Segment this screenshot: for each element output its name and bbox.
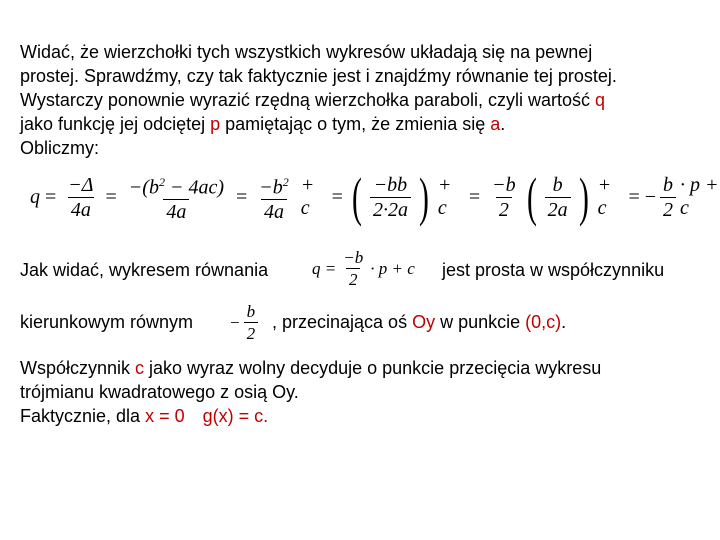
conclusion-line-1b: jako wyraz wolny decyduje o punkcie przecięcia wykresu [144, 358, 602, 378]
frac-delta [65, 174, 96, 221]
conclusion-line-3 [20, 404, 700, 428]
line-eq-frac-num: −b [343, 248, 364, 267]
frac-b-squared-num [256, 171, 292, 200]
line3-mid2: w punkcie [435, 312, 526, 332]
intro-line-4 [20, 112, 700, 136]
line-eq-frac [340, 248, 366, 289]
frac-minus-b-over-2-num: −b [492, 173, 516, 196]
eq-p-plus-c: · p + c [680, 174, 719, 219]
eq-sign-2: = [105, 185, 117, 208]
frac-discriminant [126, 171, 227, 224]
axis-oy: Oy [412, 312, 436, 332]
slope-fraction [230, 302, 262, 343]
intro-line-4-end: . [500, 114, 506, 134]
var-q: q [595, 90, 606, 110]
line3-before: kierunkowym równym [20, 312, 194, 332]
paren-close-2: ) [578, 167, 589, 227]
main-equation [30, 167, 720, 227]
conclusion-line-3a: Faktycznie, dla [20, 406, 146, 426]
frac-discriminant-num-sup: 2 [158, 174, 165, 189]
g-of-x-equals-c: g(x) = c [202, 406, 264, 426]
frac-minus-b-over-2-den: 2 [496, 197, 512, 221]
frac-b-over-2a-num: b [552, 173, 563, 196]
eq-sign-1: = [45, 185, 57, 208]
line3-mid: , przecinająca oś [272, 312, 413, 332]
frac-b-squared [256, 171, 292, 224]
intro-line-3-text: Wystarczy ponownie wyrazić rzędną wierzchołka paraboli, czyli wartość [20, 90, 596, 110]
frac-discriminant-num-a: −(b [128, 176, 159, 199]
line2-after: jest prosta w współczynniku [442, 260, 665, 280]
conclusion-line-1 [20, 356, 700, 380]
frac-b-over-2-num: b [663, 173, 674, 196]
var-a: a [490, 114, 501, 134]
slope-frac [244, 302, 259, 343]
intro-line-3 [20, 88, 700, 112]
paren-open-1: ( [351, 167, 362, 227]
x-equals-zero: x = 0 [145, 406, 185, 426]
eq-sign-4: = [331, 185, 343, 208]
frac-b-over-2a-den: 2a [545, 197, 571, 221]
eq-sign-6: = [628, 185, 640, 208]
frac-delta-num: −Δ [68, 173, 94, 196]
line-eq-q: q = [312, 258, 337, 278]
eq-plus-c-3: + c [597, 174, 612, 219]
frac-delta-den: 4a [68, 197, 94, 221]
var-c: c [135, 358, 145, 378]
eq-plus-c-1: + c [300, 174, 315, 219]
slope-frac-num: b [246, 302, 256, 321]
frac-bb-den: 2·2a [370, 197, 411, 221]
var-p: p [210, 114, 221, 134]
frac-minus-b-over-2 [489, 174, 519, 221]
intro-line-2: prostej. Sprawdźmy, czy tak faktycznie jest i znajdźmy równanie tej prostej. [20, 66, 617, 86]
conclusion-line-1a: Współczynnik [20, 358, 136, 378]
slope-frac-den: 2 [244, 322, 259, 343]
frac-bb [370, 174, 411, 221]
conclusion-end: . [263, 406, 269, 426]
intro-line-1: Widać, że wierzchołki tych wszystkich wykresów układają się na pewnej [20, 42, 593, 62]
frac-b-over-2 [660, 174, 676, 221]
eq-sign-3: = [236, 185, 248, 208]
paren-close-1: ) [418, 167, 429, 227]
intercept-point: (0,c) [525, 312, 562, 332]
intro-line-4-text-2: pamiętając o tym, że zmienia się [220, 114, 491, 134]
frac-b-squared-num-a: −b [259, 176, 283, 199]
line2-after-wrap [442, 258, 702, 282]
line-eq-frac-den: 2 [346, 268, 361, 289]
conclusion-paragraph [20, 356, 700, 428]
eq-minus: − [644, 185, 657, 208]
frac-b-squared-num-sup: 2 [282, 174, 289, 189]
conclusion-line-2: trójmianu kwadratowego z osią Oy. [20, 382, 299, 402]
intro-line-5: Obliczmy: [20, 138, 100, 158]
frac-b-squared-den: 4a [261, 199, 287, 223]
eq-plus-c-2: + c [437, 174, 452, 219]
frac-b-over-2a [545, 174, 571, 221]
line-equation [312, 248, 415, 289]
frac-discriminant-num [126, 171, 227, 200]
eq-sign-5: = [468, 185, 481, 208]
eq-q: q [30, 185, 40, 208]
frac-b-over-2-den: 2 [660, 197, 676, 221]
line3-end: . [561, 312, 567, 332]
frac-discriminant-num-b: − 4ac) [164, 176, 224, 199]
line2-before: Jak widać, wykresem równania [20, 260, 269, 280]
frac-discriminant-den: 4a [163, 199, 189, 223]
paren-open-2: ( [526, 167, 537, 227]
slope-minus: − [230, 312, 240, 332]
intro-paragraph [20, 40, 700, 160]
line3-after [272, 310, 702, 334]
line-eq-rest: · p + c [370, 258, 415, 278]
intro-line-4-text: jako funkcję jej odciętej [20, 114, 211, 134]
frac-bb-num: −bb [373, 173, 408, 196]
